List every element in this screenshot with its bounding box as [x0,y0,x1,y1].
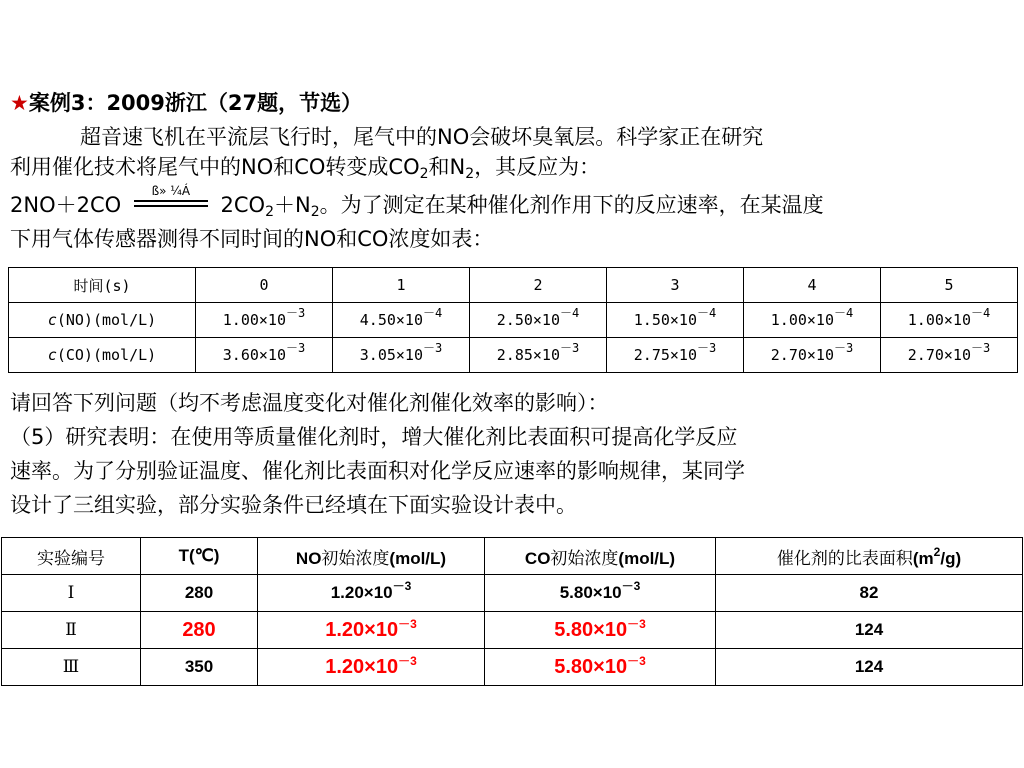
no-value-cell: $1.00\times 10^{-4}$ [881,303,1018,338]
co-value-cell: $3.05\times 10^{-3}$ [333,338,470,373]
time-cell: 2 [470,268,607,303]
question-line-2: （5）研究表明：在使用等质量催化剂时，增大催化剂比表面积可提高化学反应 [10,425,738,449]
temperature-header: T(℃) [141,538,258,575]
no-initial-answer-cell: $1.20\times 10^{-3}$ [258,649,485,686]
surface-area-cell: 124 [716,612,1023,649]
experiment-id-cell: Ⅱ [2,612,141,649]
co-value-cell: $2.75\times 10^{-3}$ [607,338,744,373]
no-value-cell: $4.50\times 10^{-4}$ [333,303,470,338]
equation-products: $2CO_2+N_2$ [220,193,320,220]
time-cell: 0 [196,268,333,303]
co-value-cell: $2.70\times 10^{-3}$ [744,338,881,373]
no-initial-answer-cell: $1.20\times 10^{-3}$ [258,612,485,649]
no-value-cell: $1.50\times 10^{-4}$ [607,303,744,338]
case-title-text: 案例3：2009浙江（27题，节选） [28,91,363,115]
no-initial-header: NO初始浓度(mol/L) [258,538,485,575]
reaction-equation [10,184,824,220]
equilibrium-arrow-icon [128,184,214,214]
question-line-3: 速率。为了分别验证温度、催化剂比表面积对化学反应速率的影响规律，某同学 [10,459,745,483]
time-cell: 1 [333,268,470,303]
temperature-cell: 280 [141,575,258,612]
table-row [2,612,1023,649]
surface-area-cell: 82 [716,575,1023,612]
surface-area-header: 催化剂的比表面积$(m^2/g)$ [716,538,1023,575]
time-cell: 5 [881,268,1018,303]
no-value-cell: $2.50\times 10^{-4}$ [470,303,607,338]
surface-area-cell: 124 [716,649,1023,686]
co-initial-cell: $5.80\times 10^{-3}$ [485,575,716,612]
question-line-1: 请回答下列问题（均不考虑温度变化对催化剂催化效率的影响）： [10,391,609,415]
table-row [9,268,1018,303]
co-value-cell: $3.60\times 10^{-3}$ [196,338,333,373]
co-initial-header: CO初始浓度(mol/L) [485,538,716,575]
co-value-cell: $2.70\times 10^{-3}$ [881,338,1018,373]
co-initial-answer-cell: $5.80\times 10^{-3}$ [485,649,716,686]
case-title [10,88,362,118]
experiment-id-header: 实验编号 [2,538,141,575]
time-cell: 3 [607,268,744,303]
intro-line-1: 超音速飞机在平流层飞行时，尾气中的NO会破坏臭氧层。科学家正在研究 [80,125,764,149]
time-header: 时间(s) [9,268,196,303]
no-concentration-header: c(NO)(mol/L) [9,303,196,338]
experiment-id-cell: Ⅲ [2,649,141,686]
table-row [2,649,1023,686]
experiment-design-table [1,537,1023,686]
intro-line-2: 利用催化技术将尾气中的NO和CO转变成$CO_2$和$N_2$，其反应为： [10,155,601,182]
co-value-cell: $2.85\times 10^{-3}$ [470,338,607,373]
star-icon: ★ [10,91,29,115]
no-value-cell: $1.00\times 10^{-3}$ [196,303,333,338]
intro-line-4: 下用气体传感器测得不同时间的NO和CO浓度如表： [10,227,494,251]
no-initial-cell: $1.20\times 10^{-3}$ [258,575,485,612]
table-row [9,338,1018,373]
no-value-cell: $1.00\times 10^{-4}$ [744,303,881,338]
table-row [2,538,1023,575]
co-concentration-header: c(CO)(mol/L) [9,338,196,373]
concentration-table [8,267,1018,373]
temperature-cell: 350 [141,649,258,686]
reaction-condition: ß» ¼Á [151,184,191,198]
table-row [9,303,1018,338]
time-cell: 4 [744,268,881,303]
co-initial-answer-cell: $5.80\times 10^{-3}$ [485,612,716,649]
experiment-id-cell: Ⅰ [2,575,141,612]
question-line-4: 设计了三组实验，部分实验条件已经填在下面实验设计表中。 [10,493,577,517]
intro-line-3-tail: 。为了测定在某种催化剂作用下的反应速率，在某温度 [319,193,824,217]
equation-reactants: 2NO＋2CO [10,193,122,217]
table-row [2,575,1023,612]
temperature-answer-cell: 280 [141,612,258,649]
